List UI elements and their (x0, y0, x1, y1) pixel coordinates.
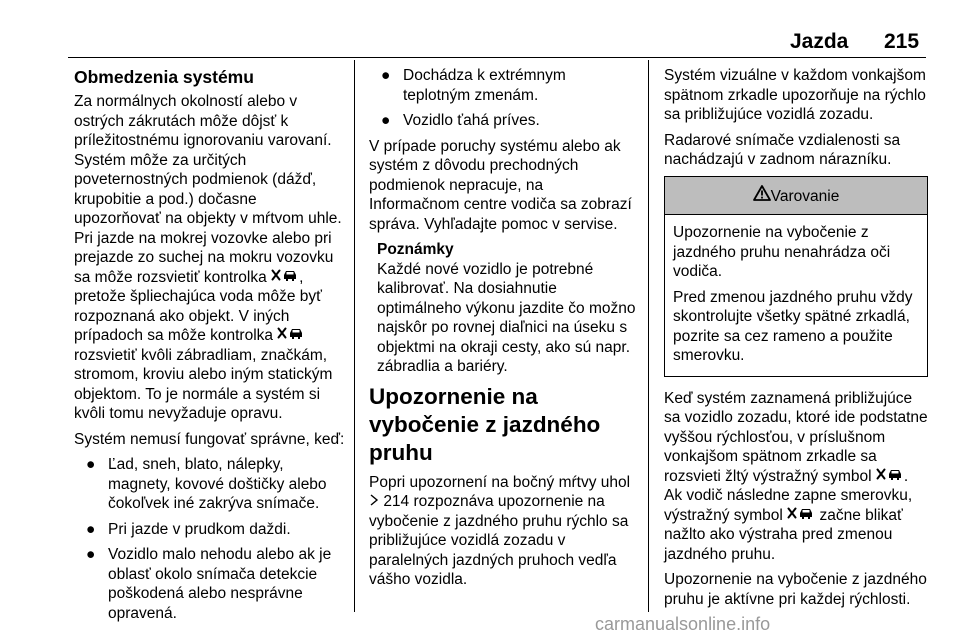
page-reference-link[interactable]: 214 (383, 493, 410, 510)
list-item-text: Dochádza k extrémnym teplotným zmenám. (403, 67, 566, 104)
list-item (369, 111, 637, 131)
page-reference-icon (369, 493, 379, 510)
paragraph: Systém nemusí fungovať správne, keď: (74, 430, 345, 448)
warning-paragraph: Pred zmenou jazdného pruhu vždy skontrolujte všetky spätné zrkadlá, pozrite sa cez rameno a použite smerovku. (673, 288, 913, 364)
bullet-icon: ● (86, 546, 96, 563)
paragraph (74, 92, 346, 424)
bullet-list (74, 455, 346, 623)
column-2 (369, 66, 637, 596)
text: rozsvietiť kvôli zábradliam, značkám, stromom, kroviu alebo iným statickým objektom. To je normále a systém si kvôli tomu nevyžaduje opravu. (74, 346, 333, 422)
paragraph: Systém vizuálne v každom vonkajšom spätnom zrkadle upozorňuje na rýchlo sa približujúce vozidlá zozadu. (664, 67, 926, 123)
blind-spot-warning-icon (271, 269, 299, 286)
list-item-text: Ľad, sneh, blato, nálepky, magnety, kovové doštičky alebo čokoľvek iné zakrýva snímače. (108, 456, 327, 512)
list-item-text: Vozidlo ťahá príves. (403, 112, 540, 129)
note-title: Poznámky (377, 241, 454, 258)
page-header (0, 30, 960, 60)
page-number: 215 (884, 30, 920, 53)
section-heading: Obmedzenia systému (74, 67, 254, 87)
paragraph (369, 473, 637, 590)
column-3 (664, 66, 928, 615)
warning-triangle-icon (753, 188, 771, 205)
blind-spot-warning-icon (787, 507, 815, 524)
watermark: carmanualsonline.info (595, 614, 771, 634)
bullet-icon: ● (381, 112, 391, 129)
warning-title: Varovanie (770, 187, 840, 205)
text: rozpoznáva upozornenie na vybočenie z jazdného pruhu rýchlo sa približujúce vozidlá zozadu v paralelných jazdných pruhoch vedľa vášho vozidla. (369, 493, 629, 588)
bullet-list (369, 66, 637, 131)
header-rule (68, 57, 926, 58)
text: , pretože špliechajúca voda môže byť rozpoznaná ako objekt. V iných prípadoch sa môže kontrolka (74, 268, 322, 344)
paragraph (664, 389, 928, 565)
paragraph: Radarové snímače vzdialenosti sa nachádzajú v zadnom nárazníku. (664, 131, 901, 168)
list-item (369, 66, 637, 105)
warning-paragraph: Upozornenie na vybočenie z jazdného pruhu nenahrádza oči vodiča. (673, 224, 891, 280)
section-heading: Upozornenie na vybočenie z jazdného pruhu (369, 383, 601, 465)
column-divider (354, 60, 355, 612)
warning-body (665, 215, 927, 376)
blind-spot-warning-icon (876, 468, 904, 485)
text: . Ak vodič následne zapne smerovku, výstražný symbol (664, 467, 913, 524)
column-1 (74, 66, 346, 629)
blind-spot-warning-icon (277, 327, 305, 344)
note-block (369, 240, 637, 377)
bullet-icon: ● (86, 456, 96, 473)
text: začne blikať nažlto ako výstraha pred zmenou jazdného pruhu. (664, 506, 903, 563)
list-item-text: Vozidlo malo nehodu alebo ak je oblasť okolo snímača detekcie poškodená alebo nesprávne opravená. (108, 546, 332, 622)
list-item-text: Pri jazde v prudkom daždi. (108, 520, 291, 538)
bullet-icon: ● (86, 520, 96, 538)
bullet-icon: ● (381, 67, 391, 84)
paragraph: V prípade poruchy systému alebo ak systém z dôvodu prechodných podmienok nepracuje, na Informačnom centre vodiča sa zobrazí správa. Vyhľadajte pomoc v servise. (369, 137, 632, 233)
paragraph: Upozornenie na vybočenie z jazdného pruhu je aktívne pri každej rýchlosti. (664, 571, 927, 608)
column-divider (648, 60, 649, 612)
section-title: Jazda (790, 30, 849, 53)
text: Za normálnych okolností alebo v ostrých zákrutách môže dôjsť k príležitostnému ignorovaniu varovaní. Systém môže za určitých poveternostných podmienok (dážď, krupobitie a pod.) dočasne upozorňovať na objekty v mŕtvom uhle. Pri jazde na mokrej vozovke alebo pri prejazde zo suchej na mokru vozovku sa môže rozsvietiť kontrolka (74, 93, 342, 286)
warning-header (665, 177, 927, 216)
text: Popri upozornení na bočný mŕtvy uhol (369, 473, 631, 491)
text: Keď systém zaznamená približujúce sa vozidlo zozadu, ktoré ide podstatne vyššou rýchlosťou, v príslušnom vonkajšom spätnom zrkadle sa rozsvieti žltý výstražný symbol (664, 389, 928, 485)
note-text: Každé nové vozidlo je potrebné kalibrovať. Na dosiahnutie optimálneho výkonu jazdite čo možno najskôr po rovnej diaľnici na úseku s objektmi na okraji cesty, ako sú napr. zábradlia a bariéry. (377, 260, 636, 375)
list-item (74, 455, 346, 514)
list-item (74, 520, 346, 540)
warning-box (664, 176, 928, 377)
list-item (74, 545, 346, 623)
